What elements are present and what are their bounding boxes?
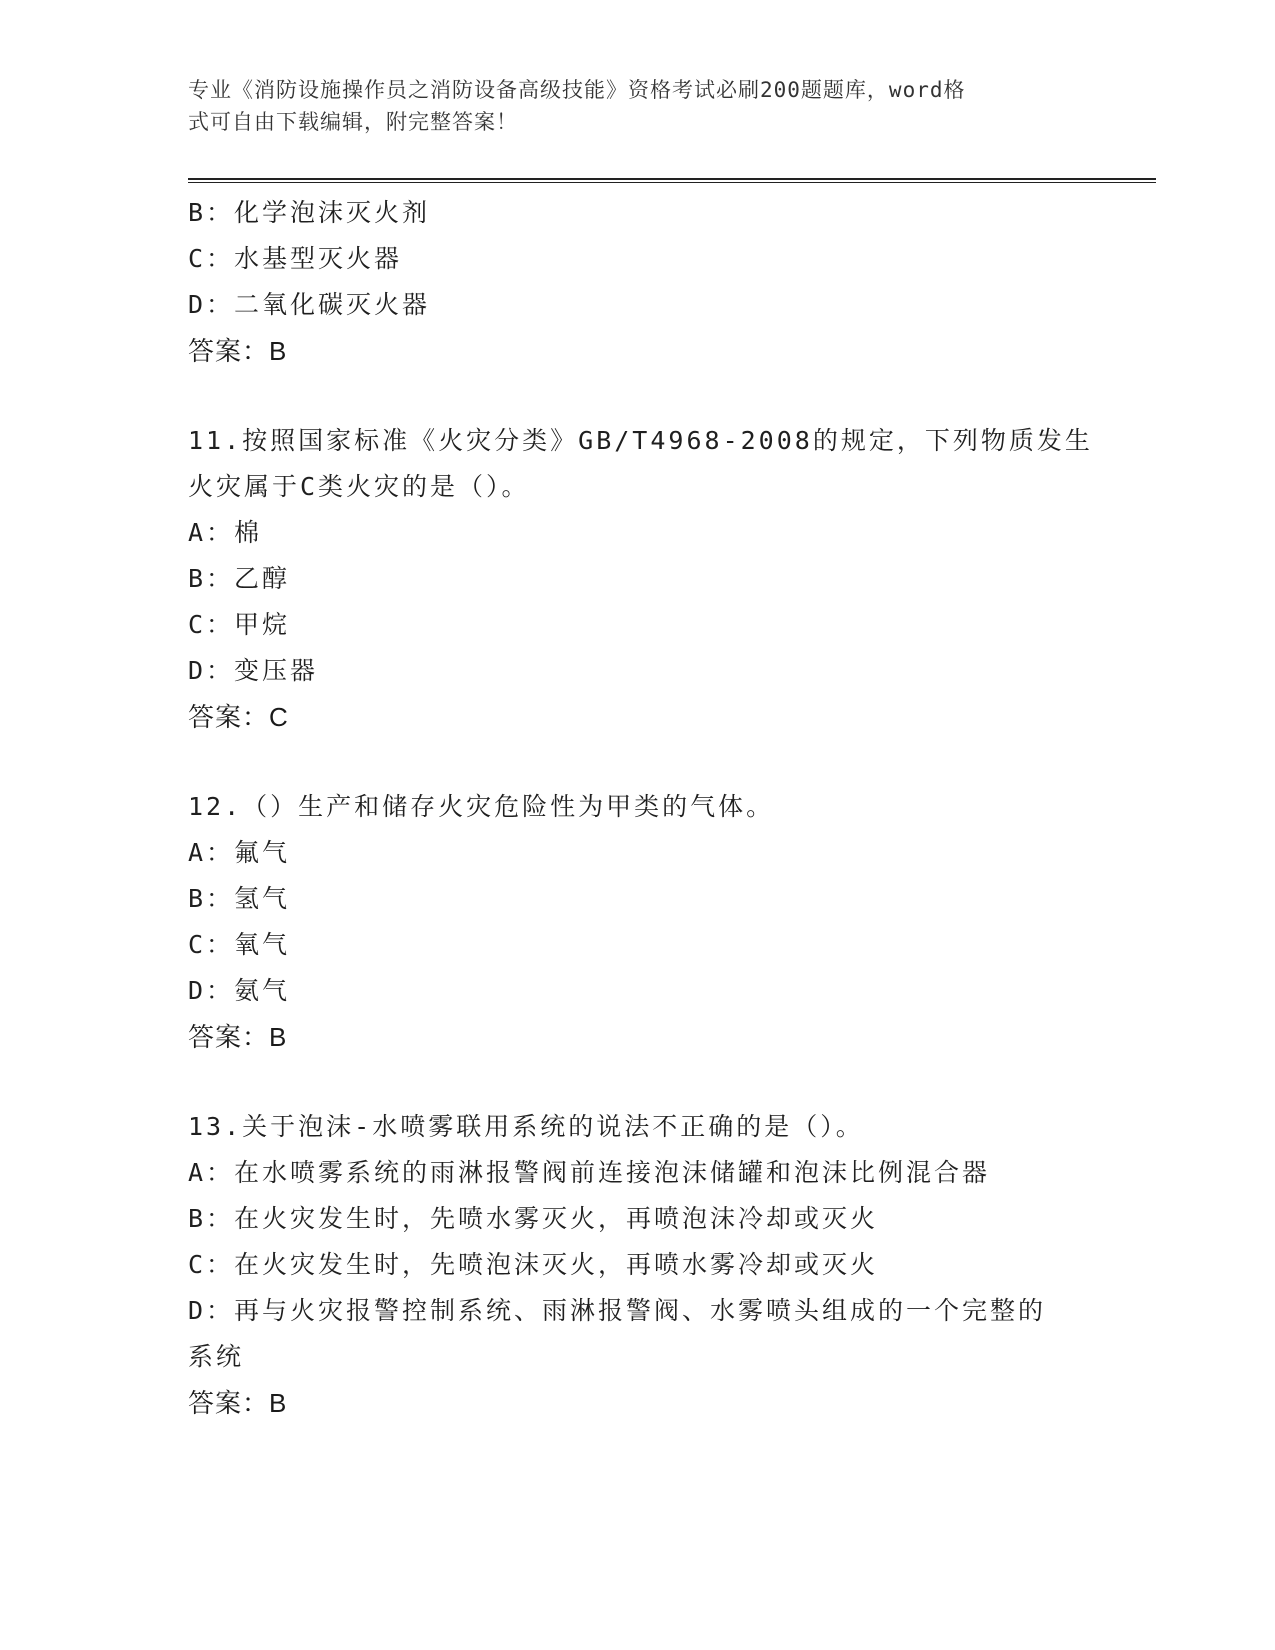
option-b: B：氢气 [188, 884, 291, 913]
option-d: D：再与火灾报警控制系统、雨淋报警阀、水雾喷头组成的一个完整的 [188, 1296, 1047, 1325]
header-line-1: 专业《消防设施操作员之消防设备高级技能》资格考试必刷200题题库，word格 [188, 78, 966, 102]
header-divider [188, 178, 1156, 183]
option-c: C：在火灾发生时，先喷泡沫灭火，再喷水雾冷却或灭火 [188, 1250, 879, 1279]
option-a: A：氟气 [188, 838, 291, 867]
spacer [188, 740, 1088, 784]
spacer [188, 374, 1088, 418]
spacer [188, 1060, 1088, 1104]
question-12 [188, 784, 1088, 1060]
option-d: D：变压器 [188, 656, 319, 685]
question-stem: 12.（）生产和储存火灾危险性为甲类的气体。 [188, 792, 775, 821]
question-stem: 11.按照国家标准《火灾分类》GB/T4968-2008的规定，下列物质发生 [188, 426, 1093, 455]
option-d: D：二氧化碳灭火器 [188, 290, 431, 319]
option-d: D：氨气 [188, 976, 291, 1005]
page-header [188, 74, 1068, 138]
question-stem: 13.关于泡沫-水喷雾联用系统的说法不正确的是（）。 [188, 1112, 864, 1141]
answer-line: 答案：B [188, 1388, 288, 1418]
question-11 [188, 418, 1093, 740]
option-b: B：在火灾发生时，先喷水雾灭火，再喷泡沫冷却或灭火 [188, 1204, 879, 1233]
option-c: C：水基型灭火器 [188, 244, 403, 273]
answer-line: 答案：C [188, 702, 289, 732]
option-b: B：乙醇 [188, 564, 291, 593]
question-list [188, 190, 1093, 1426]
option-d-continued: 系统 [188, 1342, 245, 1371]
option-b: B：化学泡沫灭火剂 [188, 198, 431, 227]
option-c: C：甲烷 [188, 610, 291, 639]
option-a: A：在水喷雾系统的雨淋报警阀前连接泡沫储罐和泡沫比例混合器 [188, 1158, 991, 1187]
option-a: A：棉 [188, 518, 263, 547]
question-stem-continued: 火灾属于C类火灾的是（）。 [188, 472, 530, 501]
answer-line: 答案：B [188, 336, 288, 366]
option-c: C：氧气 [188, 930, 291, 959]
answer-line: 答案：B [188, 1022, 288, 1052]
question-10-tail [188, 190, 1088, 374]
header-line-2: 式可自由下载编辑，附完整答案！ [188, 110, 518, 134]
question-13 [188, 1104, 1088, 1426]
